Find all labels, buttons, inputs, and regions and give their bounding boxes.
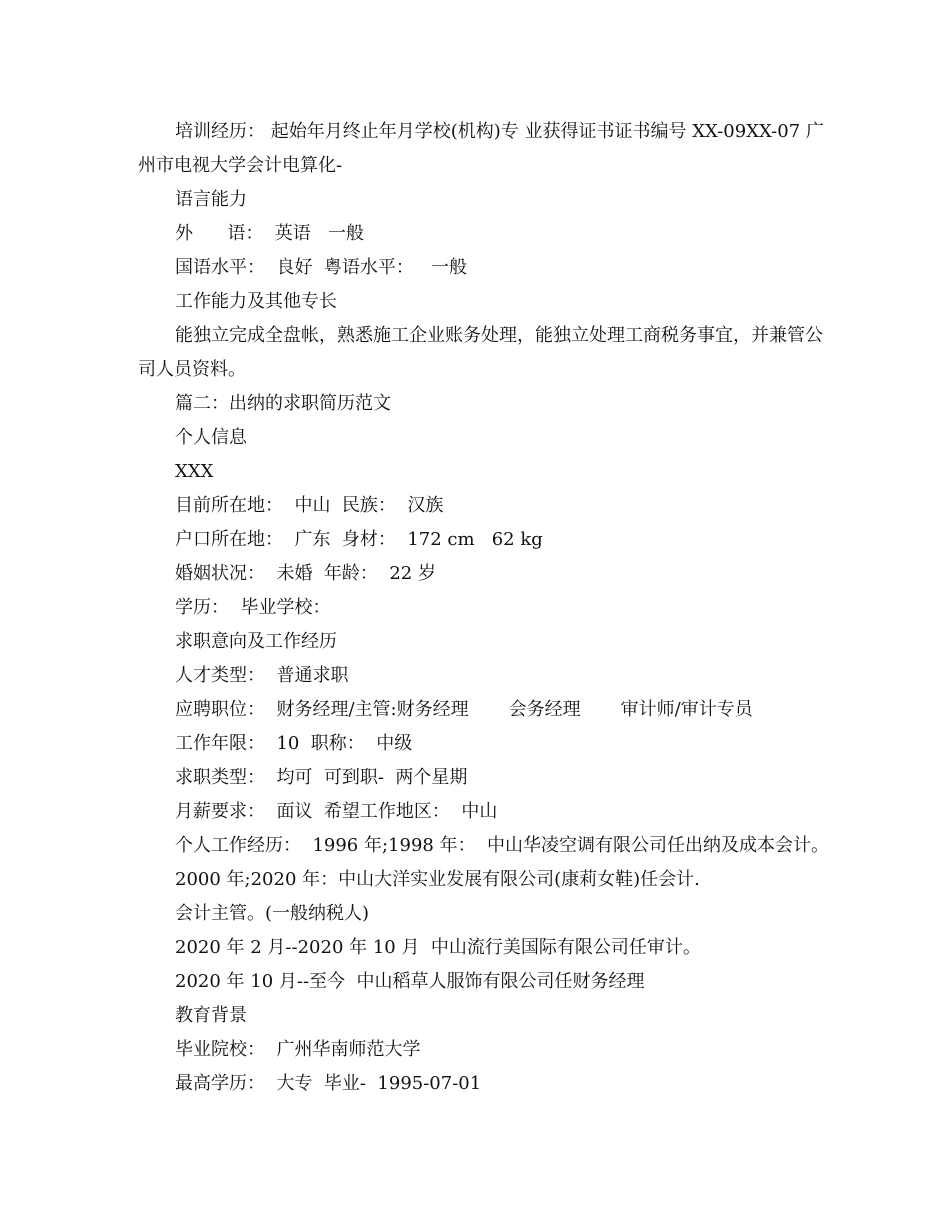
work-years-title: 工作年限： 10 职称： 中级	[175, 733, 413, 754]
hukou-body: 户口所在地： 广东 身材： 172 cm 62 kg	[175, 529, 543, 550]
skills-description: 能独立完成全盘帐，熟悉施工企业账务处理，能独立处理工商税务事宜，并兼管公司人员资料。	[138, 325, 823, 380]
marital-age: 婚姻状况： 未婚 年龄： 22 岁	[175, 563, 436, 584]
foreign-language: 外 语： 英语 一般	[175, 223, 364, 244]
section-heading-job-intent: 求职意向及工作经历	[175, 631, 337, 652]
work-history-3: 会计主管。(一般纳税人)	[175, 903, 370, 924]
person-name: XXX	[175, 461, 214, 482]
article-title: 篇二：出纳的求职简历范文	[175, 393, 391, 414]
section-heading-personal-info: 个人信息	[175, 427, 247, 448]
work-history-5: 2020 年 10 月--至今 中山稻草人服饰有限公司任财务经理	[175, 971, 645, 992]
section-heading-skills: 工作能力及其他专长	[175, 291, 337, 312]
work-history-1: 个人工作经历： 1996 年;1998 年： 中山华凌空调有限公司任出纳及成本会计。	[175, 835, 830, 856]
mandarin-cantonese-level: 国语水平： 良好 粤语水平： 一般	[175, 257, 468, 278]
training-history: 培训经历： 起始年月终止年月学校(机构)专 业获得证书证书编号 XX-09XX-07 广州市电视大学会计电算化-	[138, 121, 824, 176]
job-type: 求职类型： 均可 可到职- 两个星期	[175, 767, 468, 788]
section-heading-language: 语言能力	[175, 189, 247, 210]
work-history-4: 2020 年 2 月--2020 年 10 月 中山流行美国际有限公司任审计。	[175, 937, 701, 958]
location-ethnicity: 目前所在地： 中山 民族： 汉族	[175, 495, 444, 516]
talent-type: 人才类型： 普通求职	[175, 665, 349, 686]
education-school: 学历： 毕业学校：	[175, 597, 331, 618]
graduated-school: 毕业院校： 广州华南师范大学	[175, 1039, 421, 1060]
salary-location: 月薪要求： 面议 希望工作地区： 中山	[175, 801, 498, 822]
document-body	[138, 115, 828, 1101]
highest-education: 最高学历： 大专 毕业- 1995-07-01	[175, 1073, 482, 1094]
work-history-2: 2000 年;2020 年：中山大洋实业发展有限公司(康莉女鞋)任会计.	[175, 869, 700, 890]
section-heading-education: 教育背景	[175, 1005, 247, 1026]
applied-positions: 应聘职位： 财务经理/主管:财务经理 会务经理 审计师/审计专员	[175, 699, 753, 720]
